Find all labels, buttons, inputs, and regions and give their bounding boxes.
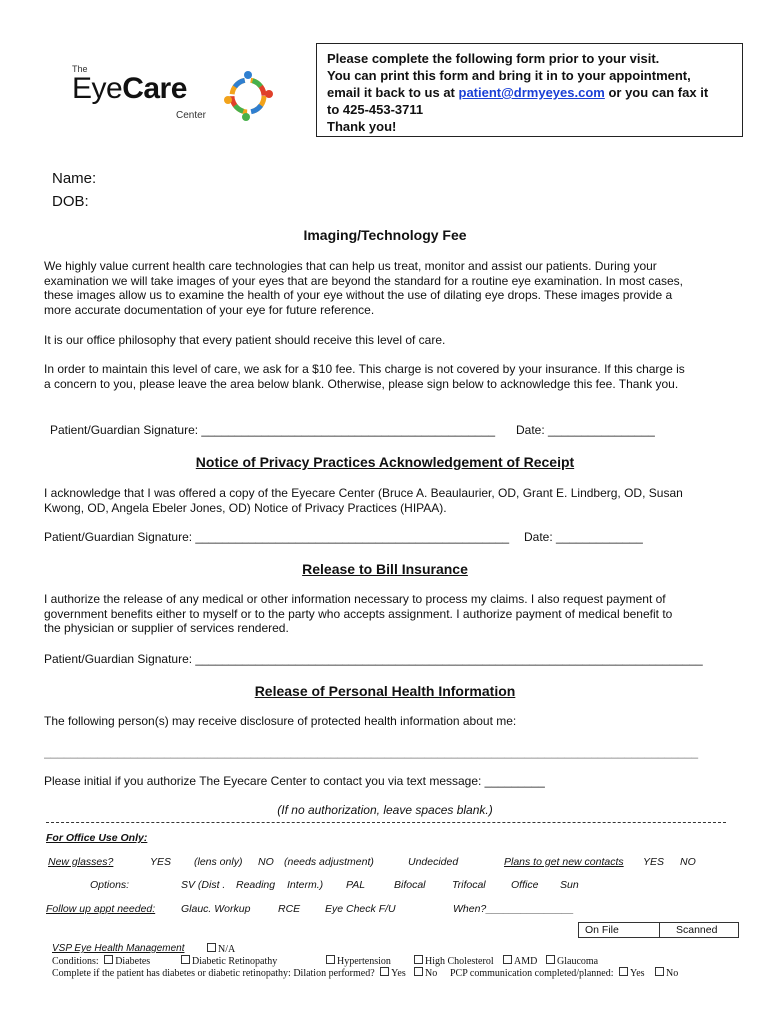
diabetic-retinopathy-checkbox[interactable] xyxy=(181,955,190,964)
conditions-row xyxy=(52,955,150,967)
office-use-title: For Office Use Only: xyxy=(46,832,148,844)
conditions-label: Conditions: xyxy=(52,956,99,967)
amd-label: AMD xyxy=(514,956,538,967)
notice-fax-prefix: or you can fax it xyxy=(604,85,709,100)
instructions-box xyxy=(316,43,743,137)
notice-line-1: Please complete the following form prior to your visit. xyxy=(327,51,660,66)
high-cholesterol-label: High Cholesterol xyxy=(425,956,494,967)
option-sv-dist[interactable]: SV (Dist . xyxy=(181,879,226,891)
contacts-label: Plans to get new contacts xyxy=(504,856,624,868)
imaging-p1-line-1: We highly value current health care technologies that can help us treat, monitor and assist our patients. During your xyxy=(44,259,657,273)
amd-checkbox[interactable] xyxy=(503,955,512,964)
vsp-label: VSP Eye Health Management xyxy=(52,943,185,954)
glaucoma-label: Glaucoma xyxy=(557,956,599,967)
office-divider xyxy=(46,822,726,823)
imaging-p1-line-3: these images allow us to examine the health of your eye without the use of dilating eye drops. These images provide a xyxy=(44,288,673,302)
insurance-line-2: government benefits either to myself or to the party who accepts assignment. I authorize payment of medical benefit to xyxy=(44,606,673,621)
name-label: Name: xyxy=(52,170,97,187)
pcp-no-checkbox[interactable] xyxy=(655,967,664,976)
imaging-p3-line-1: In order to maintain this level of care, we ask for a $10 fee. This charge is not covered by your insurance. If this charge is xyxy=(44,362,685,376)
pcp-no-option[interactable] xyxy=(652,967,678,979)
logo-the: The xyxy=(72,64,88,74)
privacy-line-1: I acknowledge that I was offered a copy of the Eyecare Center (Bruce A. Beaulaurier, OD, Grant E. Lindberg, OD, Susan xyxy=(44,486,683,500)
glasses-undecided[interactable]: Undecided xyxy=(408,856,459,868)
glasses-no[interactable]: NO xyxy=(258,856,274,868)
phi-persons-line[interactable]: __________________________________________________________________________________________________ xyxy=(44,745,699,759)
imaging-paragraph-3 xyxy=(44,362,685,391)
hypertension-label: Hypertension xyxy=(337,956,391,967)
logo-care: Care xyxy=(122,72,187,105)
option-trifocal[interactable]: Trifocal xyxy=(452,879,486,891)
insurance-line-1: I authorize the release of any medical or other information necessary to process my claims. I also request payment of xyxy=(44,592,666,606)
pcp-row xyxy=(450,967,645,979)
na-label: N/A xyxy=(218,944,236,955)
lens-only-note: (lens only) xyxy=(194,856,243,868)
notice-line-4: to 425-453-3711 xyxy=(327,102,424,117)
imaging-p1-line-4: more accurate documentation of your eye for future reference. xyxy=(44,302,375,317)
followup-eye-check[interactable]: Eye Check F/U xyxy=(325,903,396,915)
phi-title: Release of Personal Health Information xyxy=(254,683,516,699)
followup-when-line[interactable]: When?_______________ xyxy=(453,903,574,915)
glaucoma-checkbox[interactable] xyxy=(546,955,555,964)
imaging-paragraph-1 xyxy=(44,259,683,317)
imaging-date-line[interactable]: Date: ________________ xyxy=(516,423,655,437)
hypertension-option[interactable] xyxy=(323,955,391,967)
amd-option[interactable] xyxy=(500,955,537,967)
insurance-paragraph xyxy=(44,592,672,636)
logo-eye: Eye xyxy=(72,72,123,105)
na-option[interactable] xyxy=(204,943,235,955)
privacy-paragraph xyxy=(44,486,683,515)
insurance-line-3: the physician or supplier of services rendered. xyxy=(44,621,289,635)
dilation-no-checkbox[interactable] xyxy=(414,967,423,976)
contacts-yes[interactable]: YES xyxy=(643,856,665,868)
privacy-line-2: Kwong, OD, Angela Ebeler Jones, OD) Notice of Privacy Practices (HIPAA). xyxy=(44,500,447,515)
option-sun[interactable]: Sun xyxy=(560,879,579,891)
imaging-p3-line-2: a concern to you, please leave the area below blank. Otherwise, please sign below to acknowledge this fee. Thank you. xyxy=(44,376,679,391)
option-pal[interactable]: PAL xyxy=(346,879,366,891)
dilation-no-option[interactable] xyxy=(411,967,437,979)
privacy-title: Notice of Privacy Practices Acknowledgement of Receipt xyxy=(195,454,575,470)
hypertension-checkbox[interactable] xyxy=(326,955,335,964)
option-interm[interactable]: Interm.) xyxy=(287,879,324,891)
privacy-signature-line[interactable]: Patient/Guardian Signature: _______________________________________________ xyxy=(44,530,510,544)
new-glasses-label: New glasses? xyxy=(48,856,114,868)
diabetes-checkbox[interactable] xyxy=(104,955,113,964)
glasses-yes[interactable]: YES xyxy=(150,856,172,868)
imaging-paragraph-2: It is our office philosophy that every patient should receive this level of care. xyxy=(44,333,446,347)
logo-ring-icon xyxy=(222,70,274,122)
notice-line-3 xyxy=(327,84,732,101)
pcp-question: PCP communication completed/planned: xyxy=(450,968,614,979)
na-checkbox[interactable] xyxy=(207,943,216,952)
eyecare-center-logo xyxy=(70,62,270,132)
option-office[interactable]: Office xyxy=(511,879,539,891)
privacy-date-line[interactable]: Date: _____________ xyxy=(524,530,643,544)
scanned-label: Scanned xyxy=(676,924,718,936)
phi-paragraph: The following person(s) may receive disclosure of protected health information about me: xyxy=(44,714,517,728)
glaucoma-option[interactable] xyxy=(543,955,598,967)
no-authorization-note: (If no authorization, leave spaces blank.) xyxy=(277,803,493,817)
high-cholesterol-checkbox[interactable] xyxy=(414,955,423,964)
dilation-question: Complete if the patient has diabetes or diabetic retinopathy: Dilation performed? xyxy=(52,968,375,979)
imaging-signature-line[interactable]: Patient/Guardian Signature: ____________________________________________ xyxy=(50,423,496,437)
followup-rce[interactable]: RCE xyxy=(278,903,301,915)
diabetic-retinopathy-label: Diabetic Retinopathy xyxy=(192,956,278,967)
option-bifocal[interactable]: Bifocal xyxy=(394,879,426,891)
follow-up-label: Follow up appt needed: xyxy=(46,903,156,915)
pcp-no-label: No xyxy=(666,968,679,979)
diabetic-retinopathy-option[interactable] xyxy=(178,955,277,967)
email-link[interactable]: patient@drmyeyes.com xyxy=(458,85,605,100)
insurance-signature-line[interactable]: Patient/Guardian Signature: ____________________________________________________________________________ xyxy=(44,652,703,666)
notice-line-2: You can print this form and bring it in to your appointment, xyxy=(327,68,691,83)
text-message-initial-line[interactable]: Please initial if you authorize The Eyecare Center to contact you via text message: _________ xyxy=(44,774,545,788)
dilation-yes-label: Yes xyxy=(391,968,406,979)
pcp-yes-checkbox[interactable] xyxy=(619,967,628,976)
imaging-p1-line-2: examination we will take images of your eyes that are beyond the standard for a routine eye examination. In most cases, xyxy=(44,273,684,288)
high-cholesterol-option[interactable] xyxy=(411,955,494,967)
needs-adjustment-note: (needs adjustment) xyxy=(284,856,374,868)
logo-wordmark xyxy=(72,72,187,106)
options-label: Options: xyxy=(90,879,130,891)
option-reading[interactable]: Reading xyxy=(236,879,276,891)
followup-glauc-workup[interactable]: Glauc. Workup xyxy=(181,903,251,915)
pcp-yes-label: Yes xyxy=(630,968,645,979)
imaging-fee-title: Imaging/Technology Fee xyxy=(303,227,467,243)
on-file-label: On File xyxy=(585,924,619,936)
dilation-row xyxy=(52,967,406,979)
dilation-no-label: No xyxy=(425,968,438,979)
on-file-box[interactable] xyxy=(578,922,660,938)
notice-line-5: Thank you! xyxy=(327,119,397,134)
contacts-no[interactable]: NO xyxy=(680,856,696,868)
logo-center: Center xyxy=(176,110,207,121)
dilation-yes-checkbox[interactable] xyxy=(380,967,389,976)
notice-email-prefix: email it back to us at xyxy=(327,85,459,100)
insurance-title: Release to Bill Insurance xyxy=(302,561,468,577)
diabetes-label: Diabetes xyxy=(115,956,151,967)
dob-label: DOB: xyxy=(52,193,89,210)
scanned-box[interactable] xyxy=(659,922,739,938)
